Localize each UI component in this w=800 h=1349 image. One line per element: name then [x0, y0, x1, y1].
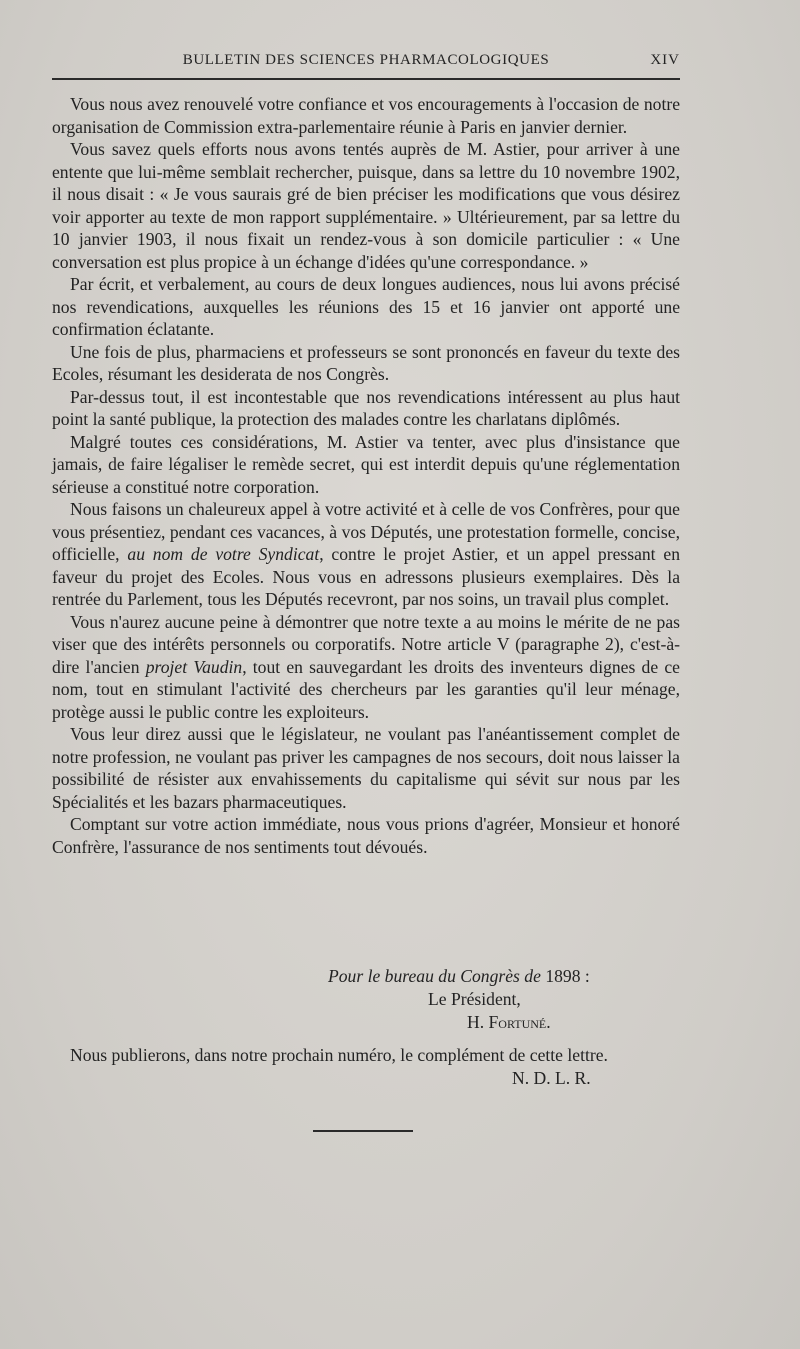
- paragraph-text: , contre le projet Astier, et un appel pressant en faveur du projet des Ecoles. Nous vous en adressons plusieurs exemplaires. Dès la rentrée du Parlement, tous les Députés recevront, par nos soins, un travail plus complet.: [52, 544, 680, 609]
- letter-body: [52, 93, 680, 858]
- paragraph: [52, 498, 680, 611]
- signature-initial: H.: [467, 1012, 485, 1032]
- paragraph: [52, 611, 680, 724]
- paragraph: Par-dessus tout, il est incontestable que nos revendications intéressent au plus haut point la santé publique, la protection des malades contre les charlatans diplômés.: [52, 386, 680, 429]
- signature-year: 1898 :: [545, 966, 590, 986]
- editor-note-initials: N. D. L. R.: [512, 1068, 591, 1088]
- signature-name: [52, 1011, 800, 1034]
- paragraph: Vous nous avez renouvelé votre confiance et vos encouragements à l'occasion de notre organisation de Commission extra-parlementaire réunie à Paris en janvier dernier.: [52, 94, 680, 137]
- italic-phrase: au nom de votre Syndicat: [127, 544, 320, 564]
- paragraph: Comptant sur votre action immédiate, nous vous prions d'agréer, Monsieur et honoré Confrère, l'assurance de nos sentiments tout dévoués.: [52, 814, 680, 857]
- signature-credit-text: Pour le bureau du Congrès de: [328, 966, 541, 986]
- journal-title: BULLETIN DES SCIENCES PHARMACOLOGIQUES: [182, 52, 550, 68]
- paragraph: Vous leur direz aussi que le législateur, ne voulant pas l'anéantissement complet de notre profession, ne voulant pas priver les campagnes de nos secours, doit nous laisser la possibilité de résister aux envahissements du capitalisme qui sévit sur nous par les Spécialités et les bazars pharmaceutiques.: [52, 724, 680, 812]
- paragraph: Malgré toutes ces considérations, M. Astier va tenter, avec plus d'insistance que jamais, de faire légaliser le remède secret, qui est interdit depuis qu'une réglementation sérieuse a constitué notre corporation.: [52, 431, 680, 497]
- paragraph: Une fois de plus, pharmaciens et professeurs se sont prononcés en faveur du texte des Ecoles, résumant les desiderata de nos Congrès.: [52, 341, 680, 384]
- closing-rule: [313, 1130, 413, 1132]
- running-head: [52, 52, 680, 74]
- paragraph-text: Nous faisons un chaleureux appel à votre activité et à celle de vos Confrères, pour que vous présentiez, pendant ces vacances, à vos Députés, une protestation formelle, concise, officielle,: [52, 499, 680, 564]
- signature-role: Le Président,: [428, 989, 521, 1009]
- editor-note: Nous publierons, dans notre prochain numéro, le complément de cette lettre.: [70, 1045, 608, 1065]
- page-number: XIV: [650, 52, 680, 68]
- signature-surname: Fortuné.: [488, 1012, 551, 1032]
- italic-phrase: projet Vaudin: [145, 656, 243, 677]
- paragraph: Vous savez quels efforts nous avons tentés auprès de M. Astier, pour arriver à une entente que lui-même semblait rechercher, puisque, dans sa lettre du 10 novembre 1902, il nous disait : « Je vous saurais gré de bien préciser les modifications que vous désirez voir apporter au texte de mon rapport supplémentaire. » Ultérieurement, par sa lettre du 10 janvier 1903, il nous fixait un rendez-vous à son domicile particulier : « Une conversation est plus propice à un échange d'idées qu'une correspondance. »: [52, 139, 680, 272]
- paragraph-text: Vous n'aurez aucune peine à démontrer que notre texte a au moins le mérite de ne pas viser que des intérêts personnels ou corporatifs. Notre article V (paragraphe 2), c'est-à-dire l'ancien: [52, 611, 680, 677]
- paragraph-text: , tout en sauvegardant les droits des inventeurs dignes de ce nom, tout en stimulant l'activité des chercheurs par les garanties qu'il leur ménage, protège aussi le public contre les exploiteurs.: [52, 656, 680, 722]
- signature-credit: [52, 965, 800, 988]
- header-rule: [52, 78, 680, 80]
- paragraph: Par écrit, et verbalement, au cours de deux longues audiences, nous lui avons précisé nos revendications, auxquelles les réunions des 15 et 16 janvier ont apporté une confirmation éclatante.: [52, 274, 680, 339]
